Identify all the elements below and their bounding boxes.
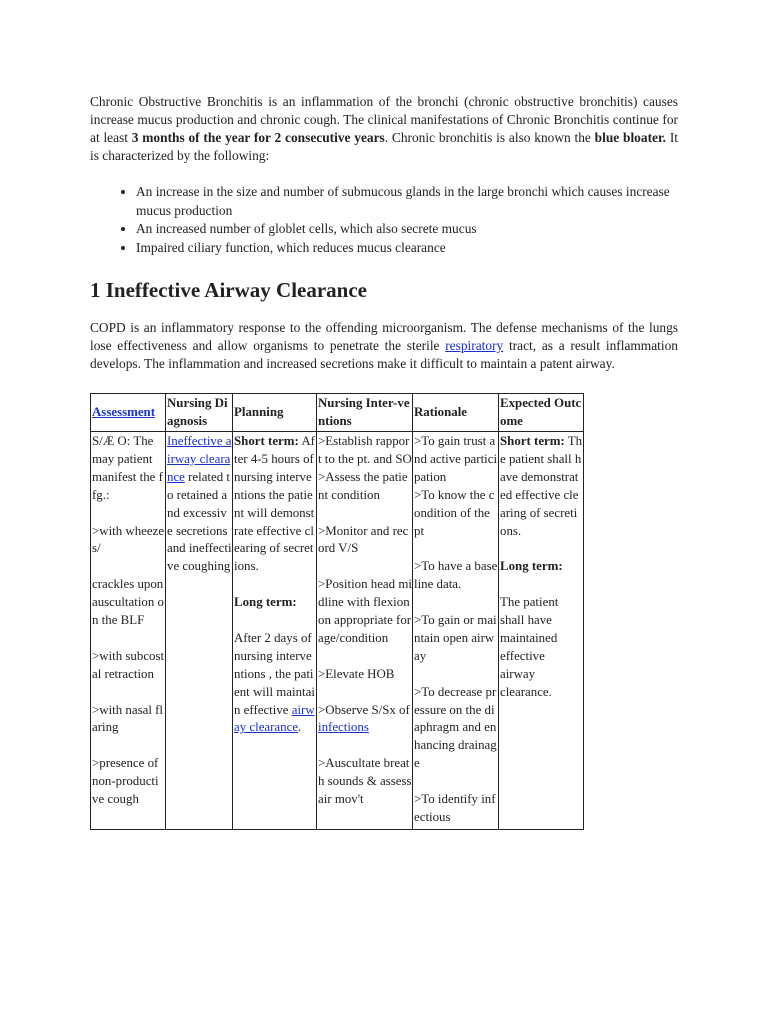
intervention-entry <box>318 702 412 738</box>
short-term-text: After 4-5 hours of nursing interventions the patient will demonstrate effective clearing of secretions. <box>234 434 315 574</box>
section-heading: 1 Ineffective Airway Clearance <box>90 278 367 302</box>
long-term-text: After 2 days of nursing interventions , the patient will maintain effective <box>234 630 315 717</box>
table-row <box>91 432 584 830</box>
assessment-entry: S/Æ O: The may patient manifest the ffg.: <box>92 434 163 502</box>
intro-text: It is characterized by the following: <box>90 130 679 163</box>
document-page <box>90 93 678 830</box>
short-term-label: Short term: <box>234 434 299 448</box>
assessment-cell <box>91 432 166 830</box>
assessment-entry: >presence of non-productive cough <box>92 756 159 807</box>
intervention-entry: >Monitor and record V/S <box>318 523 409 556</box>
header-nursing-interventions: Nursing Inter-ventions <box>317 394 413 432</box>
planning-cell <box>233 432 317 830</box>
outcome-cell <box>499 432 584 830</box>
diagnosis-text: related to retained and excessive secretions and ineffective coughing <box>167 469 232 574</box>
intervention-entry: >Elevate HOB <box>318 666 395 681</box>
assessment-link[interactable]: Assessment <box>92 405 156 420</box>
interventions-cell <box>317 432 413 830</box>
section-paragraph <box>90 319 678 373</box>
characteristics-list <box>90 183 678 257</box>
rationale-entry: >To gain or maintain open airway <box>414 613 497 663</box>
section-text: tract, as a result inflammation develops. The inflammation and increased secretions make it difficult to maintain a patent airway. <box>90 338 678 371</box>
assessment-entry: crackles upon auscultation on the BLF <box>92 577 164 628</box>
rationale-entry: >To know the condition of the pt <box>414 487 495 538</box>
table-header-row <box>91 394 584 432</box>
assessment-entry: >with wheezes/ <box>92 523 165 556</box>
header-nursing-diagnosis: Nursing Diagnosis <box>166 394 233 432</box>
intro-text: Chronic Obstructive Bronchitis is an inflammation of the bronchi (chronic obstructive bronchitis) causes increase mucus production and chronic cough. The clinical manifestations of Chronic Bronchitis continue for at least <box>90 94 678 145</box>
rationale-entry: >To decrease pressure on the diaphragm and enhancing drainage <box>414 684 497 771</box>
short-term-label: Short term: <box>500 434 565 448</box>
short-term-outcome: The patient shall have demonstrated effective clearing of secretions. <box>500 434 583 538</box>
observe-text: >Observe S/Sx of <box>318 702 410 717</box>
nursing-care-plan-table <box>90 393 584 830</box>
airway-clearance-link[interactable]: airway clearance <box>234 702 315 735</box>
rationale-entry: >To identify infectious <box>414 792 496 824</box>
intro-text: . Chronic bronchitis is also known the <box>384 130 595 145</box>
long-term-label: Long term: <box>500 559 563 574</box>
intro-bold-blue-bloater: blue bloater. <box>594 130 667 145</box>
long-term-outcome: The patient shall have maintained effective airway clearance. <box>500 595 559 699</box>
intro-bold-duration: 3 months of the year for 2 consecutive years <box>131 130 385 145</box>
list-item: • Impaired ciliary function, which reduces mucus clearance <box>136 239 678 258</box>
list-item: • An increased number of globlet cells, which also secrete mucus <box>136 220 678 239</box>
intervention-entry: >Establish rapport to the pt. and SO <box>318 434 412 466</box>
long-term-end: . <box>298 720 302 735</box>
rationale-entry: >To gain trust and active participation <box>414 434 498 484</box>
rationale-cell <box>413 432 499 830</box>
header-planning: Planning <box>233 394 317 432</box>
respiratory-link[interactable]: respiratory <box>445 338 504 353</box>
intervention-entry: >Auscultate breath sounds & assess air mov't <box>318 756 412 807</box>
diagnosis-cell <box>166 432 233 830</box>
intervention-entry: >Assess the patient condition <box>318 469 408 502</box>
header-expected-outcome: Expected Outcome <box>499 394 584 432</box>
header-assessment <box>91 394 166 432</box>
infections-link[interactable]: infections <box>318 720 369 735</box>
assessment-entry: >with nasal flaring <box>92 702 163 735</box>
list-item: • An increase in the size and number of submucous glands in the large bronchi which causes increase mucus production <box>136 183 678 220</box>
assessment-entry: >with subcostal retraction <box>92 648 165 681</box>
intro-paragraph <box>90 93 678 165</box>
intervention-entry: >Position head midline with flexion on appropriate for age/condition <box>318 577 412 645</box>
header-rationale: Rationale <box>413 394 499 432</box>
long-term-label: Long term: <box>234 595 297 610</box>
rationale-entry: >To have a baseline data. <box>414 559 498 592</box>
ineffective-airway-clearance-link[interactable]: Ineffective airway clearance <box>167 434 232 484</box>
section-text: COPD is an inflammatory response to the offending microorganism. The defense mechanisms of the lungs lose effectiveness and allow organisms to penetrate the sterile <box>90 320 678 353</box>
